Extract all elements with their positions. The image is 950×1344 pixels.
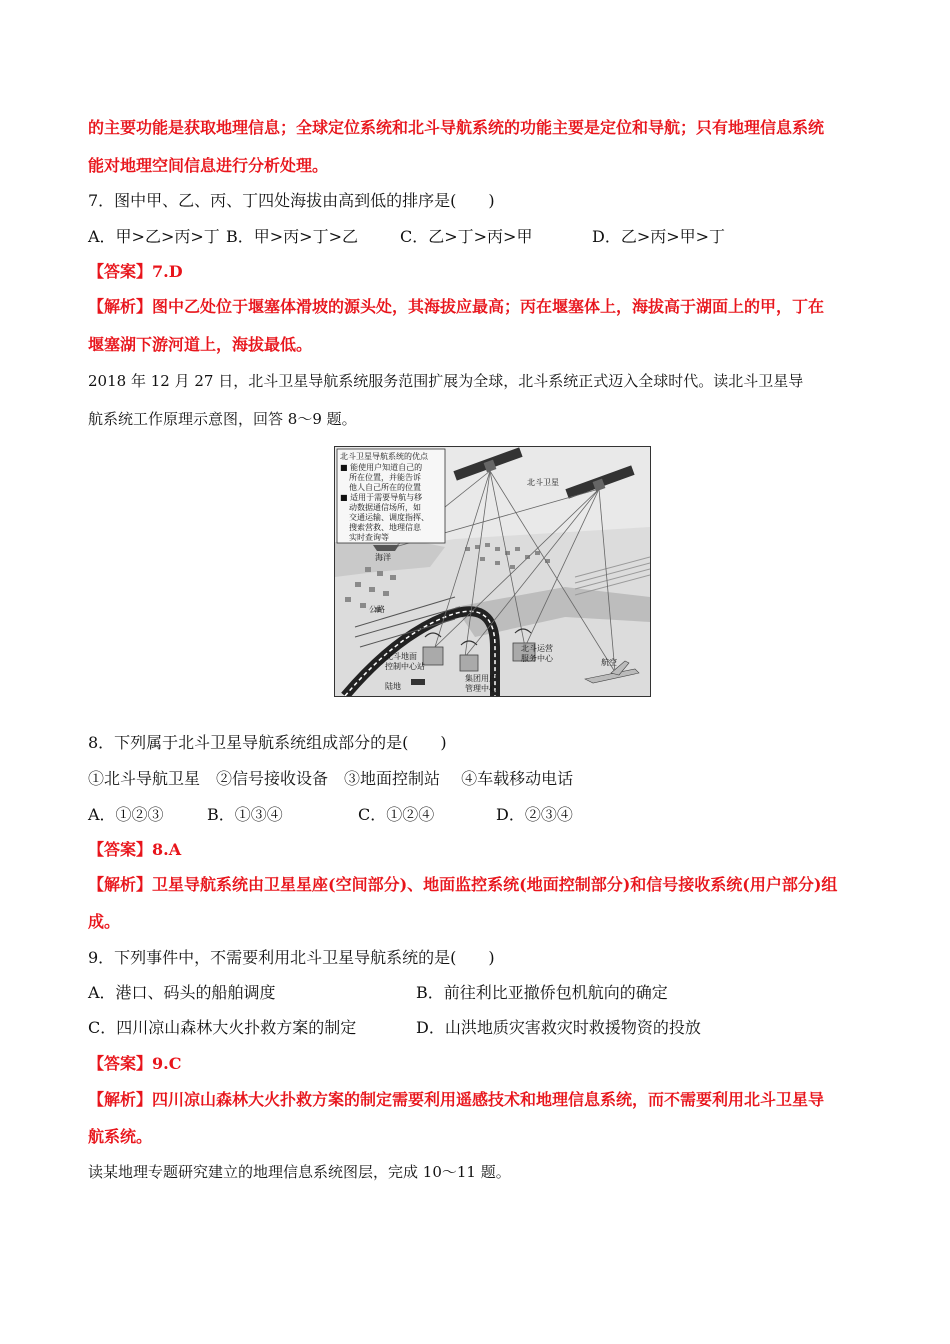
q7-analysis-line-2: 堰塞湖下游河道上，海拔最低。 bbox=[88, 335, 313, 354]
figure-label-ocean: 海洋 bbox=[375, 553, 391, 562]
figure-box-line-2: 所在位置，并能告诉 bbox=[349, 473, 421, 482]
prev-analysis-line-2: 能对地理空间信息进行分析处理。 bbox=[88, 156, 329, 175]
figure-label-land: 陆地 bbox=[385, 682, 401, 691]
q8-option-c: C．①②④ bbox=[358, 805, 435, 824]
q8-option-b: B．①③④ bbox=[207, 805, 283, 824]
q7-analysis-line-1: 【解析】图中乙处位于堰塞体滑坡的源头处，其海拔应最高；丙在堰塞体上，海拔高于湖面上的甲，丁在 bbox=[88, 297, 825, 316]
figure-label-satellite: 北斗卫星 bbox=[527, 478, 559, 487]
figure-box-line-3: 他人自己所在的位置 bbox=[349, 483, 421, 492]
q7-option-a: A．甲>乙>丙>丁 bbox=[88, 227, 220, 246]
figure-label-road: 公路 bbox=[369, 605, 385, 614]
q9-option-a: A．港口、码头的船舶调度 bbox=[88, 983, 276, 1002]
q7-answer: 【答案】7.D bbox=[88, 262, 183, 281]
figure-label-ops-center-2: 服务中心 bbox=[521, 654, 553, 663]
intro-8-9-line-1: 2018 年 12 月 27 日，北斗卫星导航系统服务范围扩展为全球，北斗系统正式迈入全球时代。读北斗卫星导 bbox=[88, 372, 804, 390]
q8-items: ①北斗导航卫星 ②信号接收设备 ③地面控制站 ④车载移动电话 bbox=[88, 769, 574, 788]
q9-answer: 【答案】9.C bbox=[88, 1054, 182, 1073]
beidou-system-figure bbox=[334, 446, 651, 697]
q9-option-d: D．山洪地质灾害救灾时救援物资的投放 bbox=[416, 1018, 701, 1037]
q7-option-b: B．甲>丙>丁>乙 bbox=[226, 227, 358, 246]
q7-option-c: C．乙>丁>丙>甲 bbox=[400, 227, 533, 246]
figure-label-group-user-1: 集团用户 bbox=[465, 674, 497, 683]
figure-box-line-5: 动数据通信场所，如 bbox=[349, 503, 421, 512]
q9-option-c: C．四川凉山森林大火扑救方案的制定 bbox=[88, 1018, 357, 1037]
figure-label-aviation: 航空 bbox=[601, 658, 617, 667]
figure-box-line-6: 交通运输、调度指挥、 bbox=[349, 513, 429, 522]
q8-analysis-line-1: 【解析】卫星导航系统由卫星星座(空间部分)、地面监控系统(地面控制部分)和信号接收系统(用户部分)组 bbox=[88, 875, 838, 894]
q8-analysis-line-2: 成。 bbox=[88, 912, 121, 931]
figure-box-line-7: 搜索营救、地理信息 bbox=[349, 523, 421, 532]
q9-option-b: B．前往利比亚撤侨包机航向的确定 bbox=[416, 983, 668, 1002]
q8-stem: 8．下列属于北斗卫星导航系统组成部分的是( ) bbox=[88, 733, 447, 752]
q7-option-d: D．乙>丙>甲>丁 bbox=[592, 227, 726, 246]
intro-10-11: 读某地理专题研究建立的地理信息系统图层，完成 10～11 题。 bbox=[88, 1163, 511, 1181]
prev-analysis-line-1: 的主要功能是获取地理信息；全球定位系统和北斗导航系统的功能主要是定位和导航；只有地理信息系统 bbox=[88, 118, 825, 137]
intro-8-9-line-2: 航系统工作原理示意图，回答 8～9 题。 bbox=[88, 410, 357, 428]
q7-stem: 7．图中甲、乙、丙、丁四处海拔由高到低的排序是( ) bbox=[88, 191, 495, 210]
q8-option-d: D．②③④ bbox=[496, 805, 573, 824]
q9-stem: 9．下列事件中，不需要利用北斗卫星导航系统的是( ) bbox=[88, 948, 495, 967]
q8-answer: 【答案】8.A bbox=[88, 840, 182, 859]
figure-box-line-4: ■ 适用于需要导航与移 bbox=[340, 493, 423, 502]
figure-box-line-1: ■ 能使用户知道自己的 bbox=[340, 463, 423, 472]
figure-label-ground-station-2: 控制中心站 bbox=[385, 662, 425, 671]
figure-label-ground-station-1: 北斗地面 bbox=[385, 652, 417, 661]
q8-option-a: A．①②③ bbox=[88, 805, 164, 824]
figure-label-ops-center-1: 北斗运营 bbox=[521, 644, 553, 653]
figure-box-line-8: 实时查询等 bbox=[349, 533, 389, 542]
figure-box-title: 北斗卫星导航系统的优点 bbox=[340, 452, 428, 461]
q9-analysis-line-1: 【解析】四川凉山森林大火扑救方案的制定需要利用遥感技术和地理信息系统，而不需要利用北斗卫星导 bbox=[88, 1090, 825, 1109]
figure-label-group-user-2: 管理中心 bbox=[465, 684, 497, 693]
q9-analysis-line-2: 航系统。 bbox=[88, 1127, 153, 1146]
